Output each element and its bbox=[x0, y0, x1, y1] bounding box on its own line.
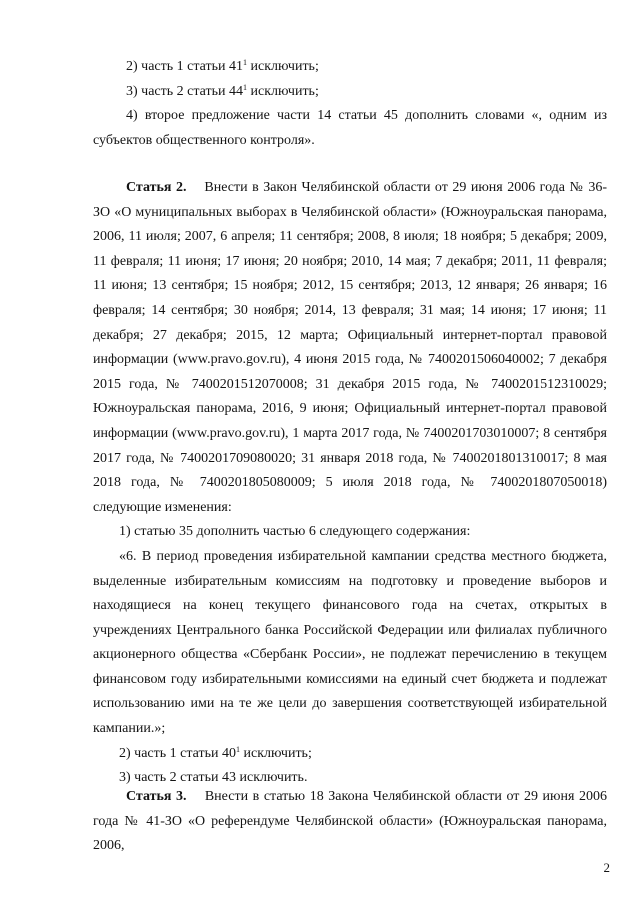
article-heading: Статья 3. bbox=[126, 789, 187, 804]
top-items bbox=[93, 55, 607, 153]
article-3 bbox=[93, 785, 607, 859]
list-item: 3) часть 2 статьи 43 исключить. bbox=[119, 770, 308, 786]
list-item: 4) второе предложение части 14 статьи 45 дополнить словами «, одним из субъектов общественного контроля». bbox=[93, 108, 607, 148]
list-item: 1) статью 35 дополнить частью 6 следующего содержания: bbox=[119, 524, 471, 540]
list-item: 2) часть 1 статьи $40^1$ исключить; bbox=[119, 744, 312, 761]
article-heading: Статья 2. bbox=[126, 180, 187, 195]
list-item: 3) часть 2 статьи $44^1$ исключить; bbox=[126, 82, 319, 99]
article-3-intro: Статья 3. Внести в статью 18 Закона Челябинской области от 29 июня 2006 года № 41-ЗО «О референдуме Челябинской области» (Южноуральская панорама, 2006, bbox=[93, 789, 607, 854]
article-2-intro: Статья 2. Внести в Закон Челябинской области от 29 июня 2006 года № 36-ЗО «О муниципальных выборах в Челябинской области» (Южноуральская панорама, 2006, 11 июля; 2007, 6 апреля; 11 сентября; 2008, 8 июля; 18 ноября; 5 декабря; 2009, 11 февраля; 11 июня; 17 июня; 20 ноября; 2010, 14 мая; 7 декабря; 2011, 11 февраля; 11 июня; 13 сентября; 15 ноября; 2012, 15 сентября; 2013, 12 января; 26 января; 16 февраля; 14 сентября; 30 ноября; 2014, 13 февраля; 31 мая; 14 июня; 17 июня; 11 декабря; 27 декабря; 2015, 12 марта; Официальный интернет-портал правовой информации (www.pravo.gov.ru), 4 июня 2015 года, № 7400201506040002; 7 декабря 2015 года, № 7400201512070008; 31 декабря 2015 года, № 7400201512310029; Южноуральская панорама, 2016, 9 июня; Официальный интернет-портал правовой информации (www.pravo.gov.ru), 1 марта 2017 года, № 7400201703010007; 8 сентября 2017 года, № 7400201709080020; 31 января 2018 года, № 7400201801310017; 8 мая 2018 года, № 7400201805080009; 5 июля 2018 года, № 7400201807050018) следующие изменения: bbox=[93, 180, 607, 515]
page-number: 2 bbox=[603, 860, 610, 875]
quoted-text: «6. В период проведения избирательной кампании средства местного бюджета, выделенные избирательным комиссиям на подготовку и проведение выборов и находящиеся на конец текущего финансового года на счетах, открытых в учреждениях Центрального банка Российской Федерации или филиалах публичного акционерного общества «Сбербанк России», не подлежат перечислению в текущем финансовом году избирательными комиссиями на единый счет бюджета и подлежат использованию ими на те же цели до завершения соответствующей избирательной кампании.»; bbox=[93, 548, 607, 737]
article-2 bbox=[93, 176, 607, 791]
list-item: 2) часть 1 статьи $41^1$ исключить; bbox=[126, 58, 319, 74]
